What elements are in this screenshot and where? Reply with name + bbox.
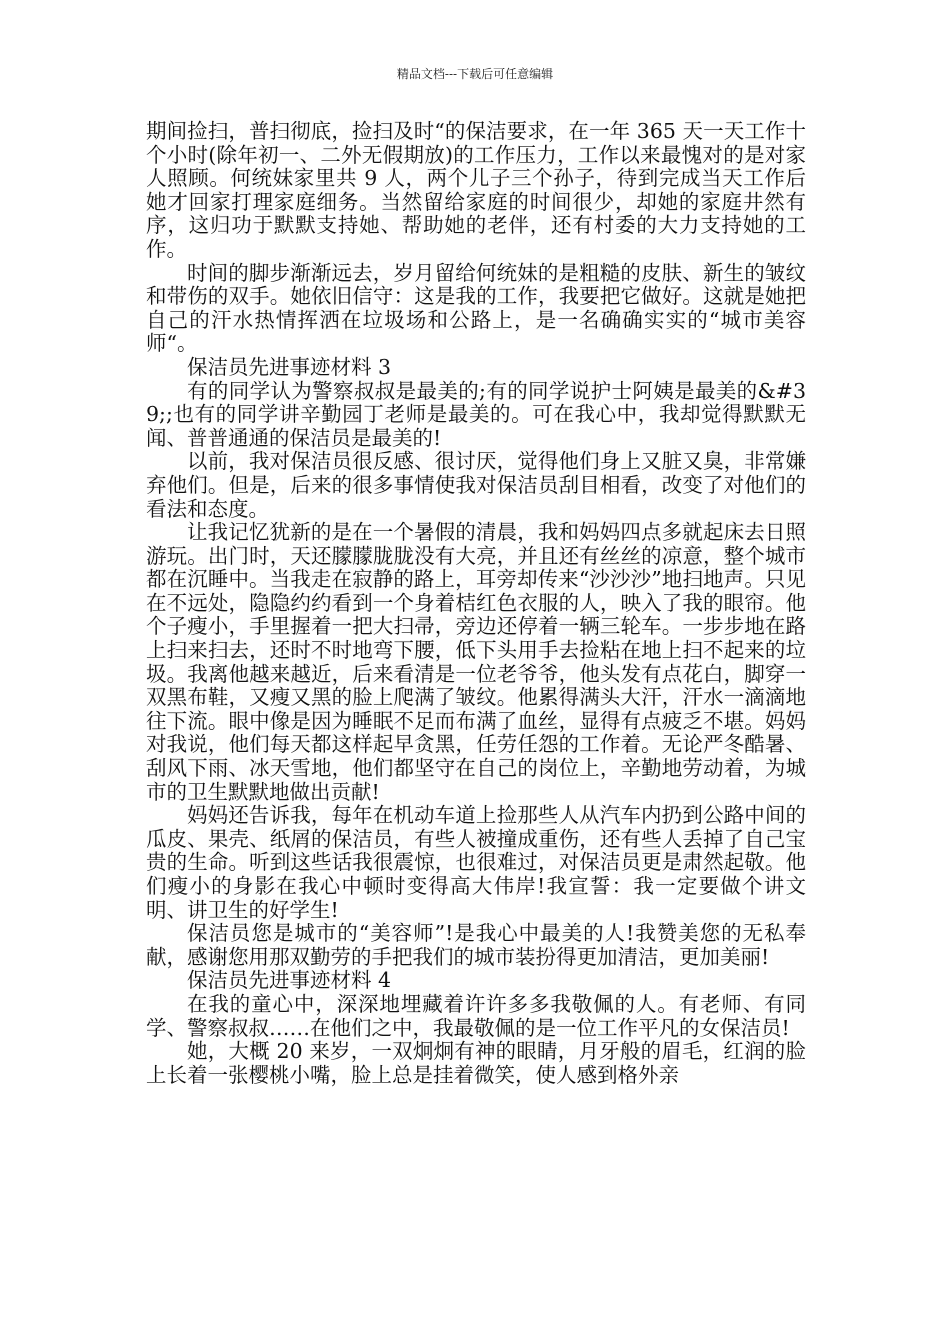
page-header: 精品文档---下载后可任意编辑 [396, 67, 554, 81]
section-heading-3: 保洁员先进事迹材料 3 [187, 354, 392, 379]
paragraph-5: 以前，我对保洁员很反感、很讨厌，觉得他们身上又脏又臭，非常嫌弃他们。但是，后来的很多事情使我对保洁员刮目相看，改变了对他们的看法和态度。 [146, 449, 806, 521]
paragraph-2: 时间的脚步渐渐远去，岁月留给何统妹的是粗糙的皮肤、新生的皱纹和带伤的双手。她依旧信守：这是我的工作，我要把它做好。这就是她把自己的汗水热情挥洒在垃圾场和公路上，是一名确确实实的“城市美容师“。 [146, 260, 806, 356]
paragraph-4: 有的同学认为警察叔叔是最美的;有的同学说护士阿姨是最美的&#39;;也有的同学讲辛勤园丁老师是最美的。可在我心中，我却觉得默默无闻、普普通通的保洁员是最美的! [146, 378, 806, 450]
paragraph-10: 在我的童心中，深深地埋藏着许许多多我敬佩的人。有老师、有同学、警察叔叔……在他们之中，我最敬佩的是一位工作平凡的女保洁员! [146, 991, 806, 1040]
paragraph-11: 她，大概 20 来岁，一双炯炯有神的眼睛，月牙般的眉毛，红润的脸上长着一张樱桃小嘴，脸上总是挂着微笑，使人感到格外亲 [146, 1039, 806, 1087]
paragraph-8: 保洁员您是城市的“美容师”!是我心中最美的人!我赞美您的无私奉献，感谢您用那双勤劳的手把我们的城市装扮得更加清洁，更加美丽! [146, 921, 806, 969]
section-heading-4: 保洁员先进事迹材料 4 [187, 968, 392, 993]
paragraph-7: 妈妈还告诉我，每年在机动车道上捡那些人从汽车内扔到公路中间的瓜皮、果壳、纸屑的保洁员，有些人被撞成重伤，还有些人丢掉了自己宝贵的生命。听到这些话我很震惊，也很难过，对保洁员更是肃然起敬。他们瘦小的身影在我心中顿时变得高大伟岸!我宣誓：我一定要做个讲文明、讲卫生的好学生! [146, 803, 806, 922]
document-body [146, 120, 806, 1087]
paragraph-1: 期间捡扫，普扫彻底，捡扫及时“的保洁要求，在一年 365 天一天工作十个小时(除年初一、二外无假期放)的工作压力，工作以来最愧对的是对家人照顾。何统妹家里共 9 人，两个儿子三个孙子，待到完成当天工作后她才回家打理家庭细务。当然留给家庭的时间很少，却她的家庭井然有序，这归功于默默支持她、帮助她的老伴，还有村委的大力支持她的工作。 [146, 119, 806, 261]
paragraph-6: 让我记忆犹新的是在一个暑假的清晨，我和妈妈四点多就起床去日照游玩。出门时，天还朦朦胧胧没有大亮，并且还有丝丝的凉意，整个城市都在沉睡中。当我走在寂静的路上，耳旁却传来“沙沙沙”地扫地声。只见在不远处，隐隐约约看到一个身着桔红色衣服的人，映入了我的眼帘。他个子瘦小，手里握着一把大扫帚，旁边还停着一辆三轮车。一步步地在路上扫来扫去，还时不时地弯下腰，低下头用手去捡粘在地上扫不起来的垃圾。我离他越来越近，后来看清是一位老爷爷，他头发有点花白，脚穿一双黑布鞋，又瘦又黑的脸上爬满了皱纹。他累得满头大汗，汗水一滴滴地往下流。眼中像是因为睡眠不足而布满了血丝，显得有点疲乏不堪。妈妈对我说，他们每天都这样起早贪黑，任劳任怨的工作着。无论严冬酷暑、刮风下雨、冰天雪地，他们都坚守在自己的岗位上，辛勤地劳动着，为城市的卫生默默地做出贡献! [146, 520, 806, 804]
